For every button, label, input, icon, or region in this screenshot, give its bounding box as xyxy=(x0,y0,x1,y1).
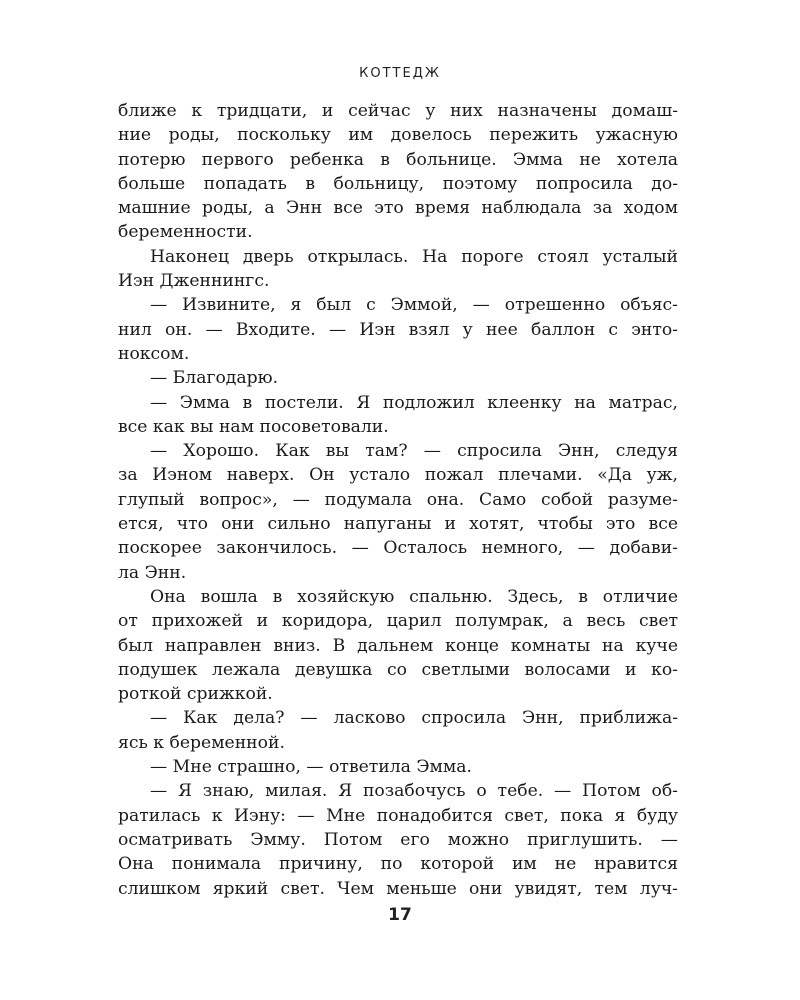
text-line: от прихожей и коридора, царил полумрак, а весь свет xyxy=(118,611,678,632)
text-line: ратилась к Иэну: — Мне понадобится свет, пока я буду xyxy=(118,805,678,826)
text-line: — Благодарю. xyxy=(150,368,279,389)
text-line: — Мне страшно, — ответила Эмма. xyxy=(150,757,472,778)
text-line: — Я знаю, милая. Я позабочусь о тебе. — Потом об- xyxy=(150,781,678,802)
text-line: — Как дела? — ласково спросила Энн, приближа- xyxy=(150,708,678,729)
text-line: глупый вопрос», — подумала она. Само собой разуме- xyxy=(118,489,678,510)
text-line: ближе к тридцати, и сейчас у них назначены домаш- xyxy=(118,101,678,121)
text-line: Иэн Дженнингс. xyxy=(118,271,270,292)
text-line: за Иэном наверх. Он устало пожал плечами. «Да уж, xyxy=(118,465,678,486)
text-line: машние роды, а Энн все это время наблюдала за ходом xyxy=(118,198,678,219)
text-line: больше попадать в больницу, поэтому попросила до- xyxy=(118,173,678,194)
page-number: 17 xyxy=(388,905,412,925)
text-line: Она понимала причину, по которой им не нравится xyxy=(118,854,678,875)
text-line: — Эмма в постели. Я подложил клеенку на матрас, xyxy=(150,392,678,413)
text-line: потерю первого ребенка в больнице. Эмма не хотела xyxy=(118,149,678,170)
text-line: все как вы нам посоветовали. xyxy=(118,416,389,437)
text-line: ется, что они сильно напуганы и хотят, чтобы это все xyxy=(118,514,678,535)
text-line: слишком яркий свет. Чем меньше они увидят, тем луч- xyxy=(118,878,678,899)
text-line: ясь к беременной. xyxy=(118,732,285,753)
text-line: ноксом. xyxy=(118,343,190,364)
running-head: КОТТЕДЖ xyxy=(359,66,441,81)
text-line: Она вошла в хозяйскую спальню. Здесь, в отличие xyxy=(150,586,678,607)
text-line: — Хорошо. Как вы там? — спросила Энн, следуя xyxy=(150,441,678,462)
text-line: беременности. xyxy=(118,222,253,243)
text-line: подушек лежала девушка со светлыми волосами и ко- xyxy=(118,659,678,680)
text-line: ла Энн. xyxy=(118,562,187,583)
text-line: поскорее закончилось. — Осталось немного, — добави- xyxy=(118,538,678,559)
text-line: нил он. — Входите. — Иэн взял у нее баллон с энто- xyxy=(118,319,678,340)
text-line: осматривать Эмму. Потом его можно приглушить. — xyxy=(118,829,678,850)
text-line: Наконец дверь открылась. На пороге стоял усталый xyxy=(150,246,678,267)
text-line: — Извините, я был с Эммой, — отрешенно объяс- xyxy=(150,295,678,316)
text-line: был направлен вниз. В дальнем конце комнаты на куче xyxy=(118,635,678,656)
text-line: ние роды, поскольку им довелось пережить ужасную xyxy=(118,125,678,146)
text-line: роткой срижкой. xyxy=(118,684,273,705)
body-text xyxy=(118,99,678,901)
